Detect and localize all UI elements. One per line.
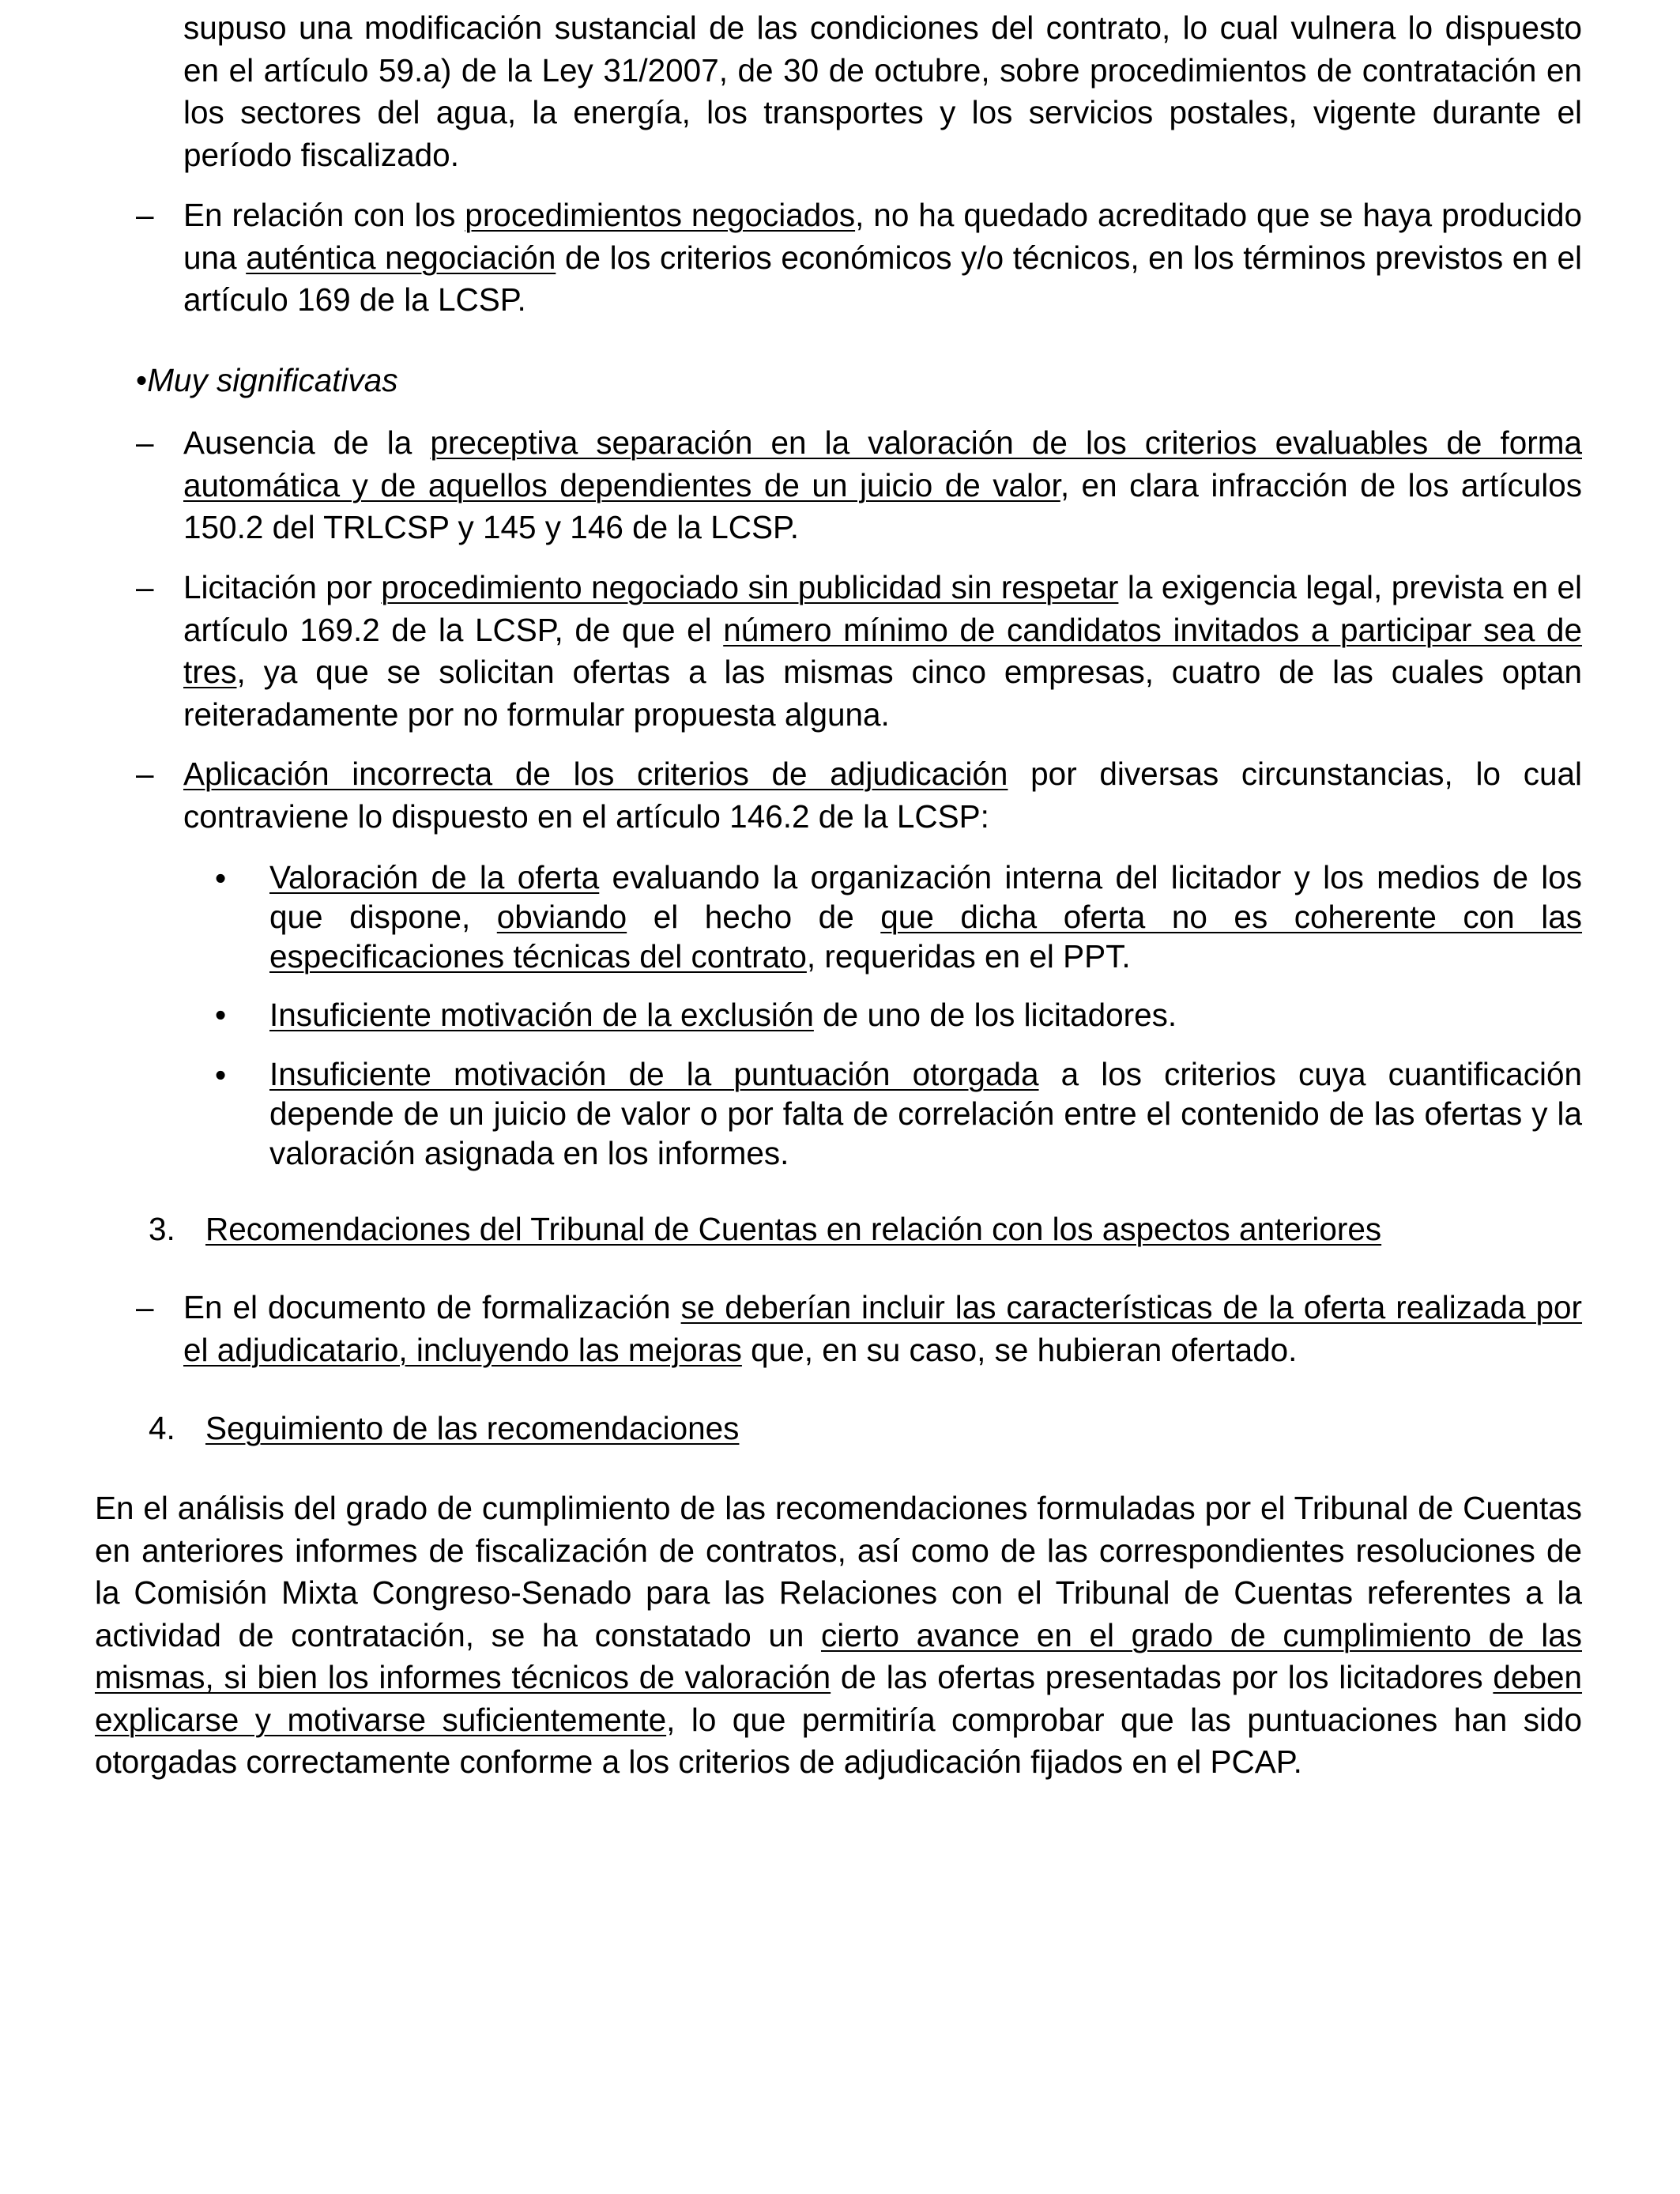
underlined-text: Recomendaciones del Tribunal de Cuentas en relación con los aspectos anteriores: [205, 1211, 1382, 1247]
section-3-number: 3.: [149, 1211, 175, 1247]
text-run: el hecho de: [627, 899, 881, 935]
underlined-text: Seguimiento de las recomendaciones: [205, 1410, 740, 1446]
licitacion-paragraph: [183, 567, 1582, 736]
text-run: a los criterios cuya cuantificación depende de un juicio de valor o por falta de correlación entre el contenido de las ofertas y la valoración asignada en los informes.: [269, 1056, 1582, 1171]
dash-marker: –: [136, 1289, 154, 1325]
dash-marker: –: [136, 756, 154, 792]
text-run: En el documento de formalización: [183, 1289, 681, 1325]
dash-marker: –: [136, 569, 154, 605]
puntuacion-paragraph: [269, 1054, 1582, 1173]
continuation-paragraph: [183, 7, 1582, 176]
exclusion-paragraph: [269, 994, 1582, 1037]
section-4-title: [205, 1408, 739, 1450]
text-run: , ya que se solicitan ofertas a las mismas cinco empresas, cuatro de las cuales optan reiteradamente por no formular propuesta alguna.: [183, 654, 1582, 733]
text-run: Licitación por: [183, 569, 382, 605]
text-run: de uno de los licitadores.: [813, 997, 1177, 1033]
section-4-number: 4.: [149, 1410, 175, 1446]
bullet-marker: •: [215, 997, 227, 1033]
continuation-text: supuso una modificación sustancial de las condiciones del contrato, lo cual vulnera lo dispuesto en el artículo 59.a) de la Ley 31/2007, de 30 de octubre, sobre procedimientos de contratación en los sectores del agua, la energía, los transportes y los servicios postales, vigente durante el período fiscalizado.: [183, 9, 1582, 173]
bullet-marker: •: [215, 1057, 227, 1093]
underlined-text: auténtica negociación: [246, 239, 556, 276]
seguimiento-paragraph: [95, 1487, 1582, 1784]
muy-significativas-heading: [136, 360, 398, 402]
section-3-title: [205, 1208, 1381, 1251]
dash-marker: –: [136, 424, 154, 461]
underlined-text: Valoración de la oferta: [269, 859, 600, 895]
bullet-marker: •: [215, 860, 227, 896]
valoracion-paragraph: [269, 858, 1582, 976]
formalizacion-paragraph: [183, 1287, 1582, 1371]
text-run: , en clara infracción de los artículos 150.2 del TRLCSP y 145 y 146 de la LCSP.: [183, 466, 1582, 545]
text-run: de las ofertas presentadas por los licitadores: [831, 1659, 1494, 1695]
text-run: que, en su caso, se hubieran ofertado.: [741, 1331, 1298, 1368]
muy-significativas-label: Muy significativas: [147, 362, 398, 398]
underlined-text: obviando: [496, 899, 627, 935]
ausencia-paragraph: [183, 422, 1582, 549]
text-run: Ausencia de la: [183, 424, 431, 461]
underlined-text: Insuficiente motivación de la exclusión: [269, 997, 814, 1033]
underlined-text: procedimiento negociado sin publicidad sin respetar: [381, 569, 1119, 605]
underlined-text: número mínimo de candidatos invitados a participar sea de tres: [183, 611, 1582, 690]
text-run: de los criterios económicos y/o técnicos, en los términos previstos en el artículo 169 de la LCSP.: [183, 239, 1582, 318]
text-run: En el análisis del grado de cumplimiento de las recomendaciones formuladas por el Tribunal de Cuentas en anteriores informes de fiscalización de contratos, así como de las correspondientes resoluciones de la Comisión Mixta Congreso-Senado para las Relaciones con el Tribunal de Cuentas referentes a la actividad de contratación, se ha constatado un: [95, 1490, 1582, 1653]
text-run: , requeridas en el PPT.: [806, 938, 1131, 974]
underlined-text: se deberían incluir las características de la oferta realizada por el adjudicatario, incluyendo las mejoras: [183, 1289, 1583, 1368]
text-run: , no ha quedado acreditado que se haya producido una: [183, 197, 1582, 276]
text-run: , lo que permitiría comprobar que las puntuaciones han sido otorgadas correctamente conforme a los criterios de adjudicación fijados en el PCAP.: [95, 1701, 1582, 1780]
underlined-text: Aplicación incorrecta de los criterios de adjudicación: [183, 756, 1008, 792]
underlined-text: procedimientos negociados: [465, 197, 856, 233]
text-run: En relación con los: [183, 197, 465, 233]
text-run: evaluando la organización interna del licitador y los medios de los que dispone,: [269, 859, 1582, 935]
underlined-text: que dicha oferta no es coherente con las especificaciones técnicas del contrato: [269, 899, 1583, 974]
underlined-text: deben explicarse y motivarse suficientemente: [95, 1659, 1583, 1738]
underlined-text: preceptiva separación en la valoración de los criterios evaluables de forma automática y de aquellos dependientes de un juicio de valor: [183, 424, 1582, 503]
dash-marker: –: [136, 197, 154, 233]
negociados-paragraph: [183, 194, 1582, 322]
text-run: por diversas circunstancias, lo cual contraviene lo dispuesto en el artículo 146.2 de la LCSP:: [183, 756, 1582, 835]
text-run: la exigencia legal, prevista en el artículo 169.2 de la LCSP, de que el: [183, 569, 1582, 648]
aplicacion-paragraph: [183, 753, 1582, 838]
underlined-text: Insuficiente motivación de la puntuación otorgada: [269, 1056, 1039, 1092]
underlined-text: cierto avance en el grado de cumplimiento de las mismas, si bien los informes técnicos de valoración: [95, 1616, 1582, 1695]
bullet-marker: •: [136, 362, 148, 398]
